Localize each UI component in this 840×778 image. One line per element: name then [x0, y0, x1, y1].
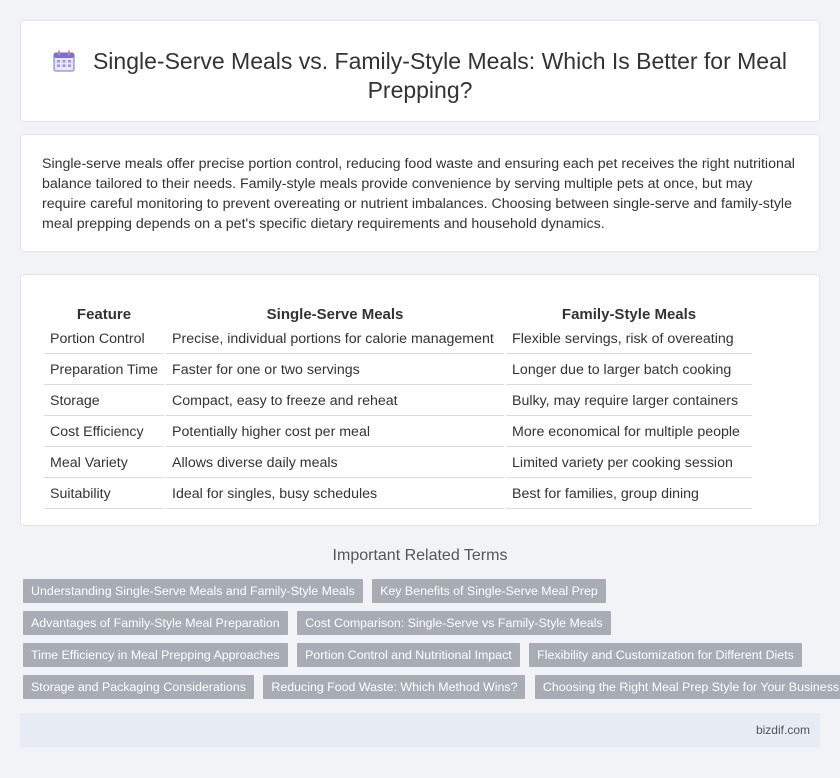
- header-family-style: Family-Style Meals: [561, 306, 697, 323]
- family-style-cell: Flexible servings, risk of overeating: [506, 325, 752, 354]
- comparison-table: [42, 296, 754, 511]
- family-style-cell: Bulky, may require larger containers: [506, 387, 752, 416]
- related-term-link[interactable]: Choosing the Right Meal Prep Style for Your Business: [535, 675, 840, 699]
- tag-row: [23, 611, 823, 643]
- feature-cell: Portion Control: [44, 325, 164, 354]
- footer-bar: [20, 713, 820, 747]
- tag-row: [23, 579, 823, 611]
- page-title: Single-Serve Meals vs. Family-Style Meals: Which Is Better for Meal Prepping?: [92, 48, 788, 103]
- table-row: [44, 480, 752, 509]
- tag-row: [23, 675, 840, 707]
- feature-cell: Preparation Time: [44, 356, 164, 385]
- related-term-link[interactable]: Advantages of Family-Style Meal Preparation: [23, 611, 288, 635]
- intro-card: [20, 134, 820, 252]
- header-single-serve: Single-Serve Meals: [266, 306, 404, 323]
- intro-paragraph: Single-serve meals offer precise portion control, reducing food waste and ensuring each pet receives the right nutritional balance tailored to their needs. Family-style meals provide convenience by serving multiple pets at once, but may require careful monitoring to prevent overeating or nutrient imbalances. Choosing between single-serve and family-style meal prepping depends on a pet's specific dietary requirements and household dynamics.: [42, 156, 795, 232]
- table-row: [44, 387, 752, 416]
- single-serve-cell: Allows diverse daily meals: [166, 449, 504, 478]
- family-style-cell: Longer due to larger batch cooking: [506, 356, 752, 385]
- single-serve-cell: Faster for one or two servings: [166, 356, 504, 385]
- table-row: [44, 325, 752, 354]
- feature-cell: Storage: [44, 387, 164, 416]
- tag-row: [23, 643, 823, 675]
- related-terms-list: [23, 579, 840, 707]
- family-style-cell: More economical for multiple people: [506, 418, 752, 447]
- table-header-row: [44, 298, 752, 323]
- header-feature: Feature: [76, 306, 132, 323]
- family-style-cell: Best for families, group dining: [506, 480, 752, 509]
- related-term-link[interactable]: Time Efficiency in Meal Prepping Approaches: [23, 643, 288, 667]
- feature-cell: Cost Efficiency: [44, 418, 164, 447]
- related-terms-title: Important Related Terms: [332, 547, 508, 564]
- single-serve-cell: Ideal for singles, busy schedules: [166, 480, 504, 509]
- table-row: [44, 356, 752, 385]
- feature-cell: Meal Variety: [44, 449, 164, 478]
- feature-cell: Suitability: [44, 480, 164, 509]
- single-serve-cell: Precise, individual portions for calorie management: [166, 325, 504, 354]
- related-term-link[interactable]: Key Benefits of Single-Serve Meal Prep: [372, 579, 606, 603]
- related-term-link[interactable]: Reducing Food Waste: Which Method Wins?: [263, 675, 525, 699]
- comparison-card: [20, 274, 820, 526]
- calendar-icon: [53, 50, 75, 72]
- family-style-cell: Limited variety per cooking session: [506, 449, 752, 478]
- title-card: [20, 20, 820, 122]
- single-serve-cell: Compact, easy to freeze and reheat: [166, 387, 504, 416]
- footer-brand: bizdif.com: [755, 723, 810, 737]
- page-title-wrap: [21, 47, 819, 105]
- related-term-link[interactable]: Cost Comparison: Single-Serve vs Family-Style Meals: [297, 611, 610, 635]
- single-serve-cell: Potentially higher cost per meal: [166, 418, 504, 447]
- table-row: [44, 449, 752, 478]
- related-term-link[interactable]: Flexibility and Customization for Different Diets: [529, 643, 802, 667]
- related-term-link[interactable]: Understanding Single-Serve Meals and Family-Style Meals: [23, 579, 363, 603]
- related-term-link[interactable]: Portion Control and Nutritional Impact: [297, 643, 520, 667]
- table-row: [44, 418, 752, 447]
- related-term-link[interactable]: Storage and Packaging Considerations: [23, 675, 254, 699]
